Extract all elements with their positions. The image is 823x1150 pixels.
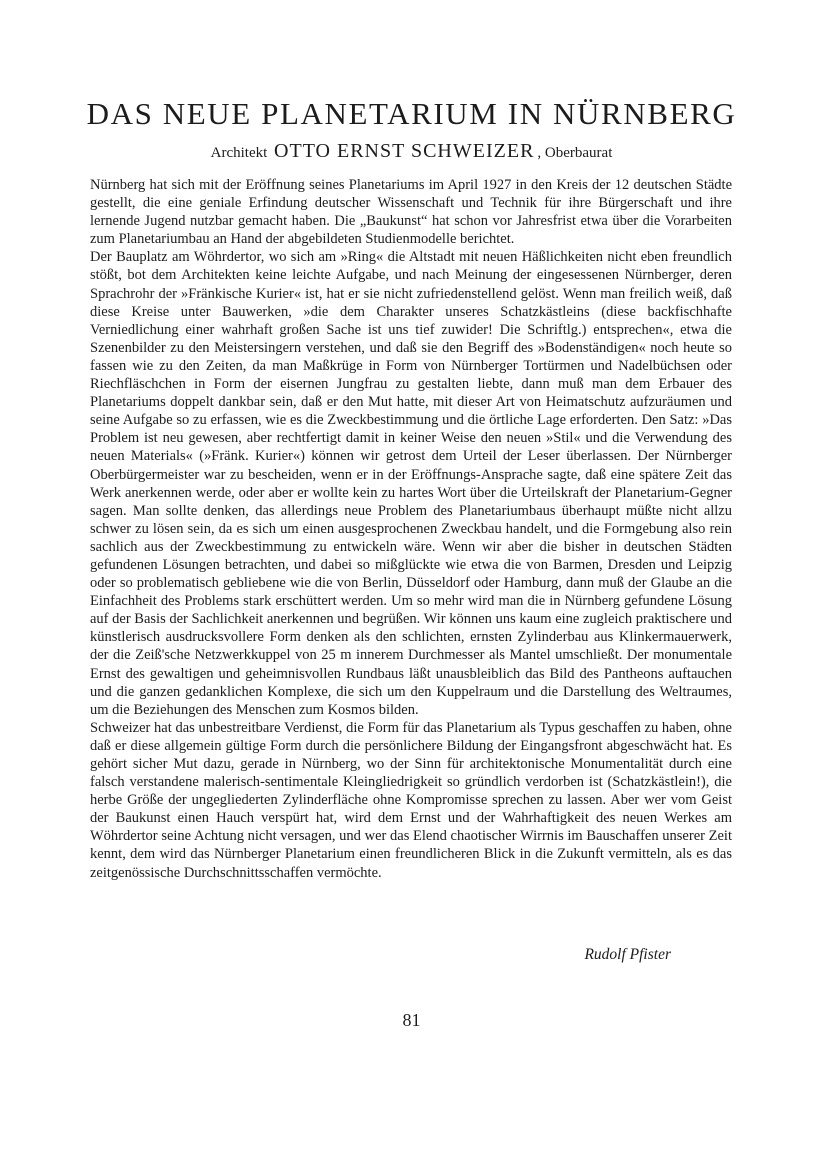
author-name: OTTO ERNST SCHWEIZER xyxy=(274,140,535,162)
paragraph: Nürnberg hat sich mit der Eröffnung seines Planetariums im April 1927 in den Kreis der 12 deutschen Städte gestellt, die eine geniale Erfindung deutscher Wissenschaft und Technik für ihre Bürgerschaft und ihre lernende Jugend nutzbar gemacht haben. Die „Baukunst“ hat schon vor Jahresfrist etwa über die Vorarbeiten zum Planetariumbau an Hand der abgebildeten Studienmodelle berichtet. xyxy=(90,177,732,248)
paragraph: Der Bauplatz am Wöhrdertor, wo sich am »Ring« die Altstadt mit neuen Häßlichkeiten nicht eben freundlich stößt, bot dem Architekten keine leichte Aufgabe, und nach Meinung der eingesessenen Nürnberger, deren Sprachrohr der »Fränkische Kurier« ist, hat er sie nicht zufriedenstellend gelöst. Wenn man freilich weiß, daß diese Kreise unter Bauwerken, »die dem Charakter unseres Schatzkästleins (diese backfischhafte Verniedlichung einer wahrhaft großen Sache ist uns tief zuwider! Die Schriftlg.) entsprechen«, etwa die Szenenbilder zu den Meistersingern verstehen, und daß sie den Begriff des »Bodenständigen« noch heute so fassen wie zu den Zeiten, da man Maßkrüge in Form von Nürnberger Tortürmen und Nadelbüchsen oder Riechfläschchen in Form der eisernen Jungfrau zu gestalten liebte, dann muß man dem Erbauer des Planetariums doppelt dankbar sein, daß er den Mut hatte, mit dieser Art von Heimatschutz aufzuräumen und seine Aufgabe so zu erfassen, wie es die Zweckbestimmung und die örtliche Lage erforderten. Den Satz: »Das Problem ist neu gewesen, aber rechtfertigt damit in keiner Weise den neuen »Stil« und die Verwendung des neuen Materials« (»Fränk. Kurier«) können wir getrost dem Urteil der Leser überlassen. Der Nürnberger Oberbürgermeister war zu bescheiden, wenn er in der Eröffnungs-Ansprache sagte, daß eine spätere Zeit das Werk anerkennen werde, oder aber er wollte kein zu hartes Wort über die Urteilskraft der Planetarium-Gegner sagen. Man sollte denken, das allerdings neue Problem des Planetariumbaus überhaupt müßte nicht allzu schwer zu lösen sein, da es sich um einen ausgesprochenen Zweckbau handelt, und die Formgebung also rein sachlich aus der Zweckbestimmung zu entwickeln wäre. Wenn wir aber die bisher in deutschen Städten gefundenen Lösungen betrachten, und dabei so mißglückte wie etwa die von Barmen, Dresden und Leipzig oder so problematisch gebliebene wie die von Berlin, Düsseldorf oder Hamburg, dann muß der Glaube an die Einfachheit des Problems stark erschüttert werden. Um so mehr wird man die in Nürnberg gefundene Lösung auf der Basis der Sachlichkeit anerkennen und begrüßen. Wir können uns kaum eine zugleich praktischere und künstlerisch ausdrucksvollere Form denken als den schlichten, ernsten Zylinderbau aus Klinkermauerwerk, der die Zeiß'sche Netzwerkkuppel von 25 m innerem Durchmesser als Mantel umschließt. Der monumentale Ernst des gewaltigen und geheimnisvollen Rundbaus läßt unausbleiblich das Bild des Pantheons auftauchen und die ganzen gedanklichen Komplexe, die sich um den Kuppelraum und die Darstellung des Weltraumes, um die Beziehungen des Menschen zum Kosmos bilden. xyxy=(90,249,732,718)
paragraph: Schweizer hat das unbestreitbare Verdienst, die Form für das Planetarium als Typus geschaffen zu haben, ohne daß er diese allgemein gültige Form durch die persönlichere Bildung der Eingangsfront abgeschwächt hat. Es gehört sicher Mut dazu, gerade in Nürnberg, wo der Sinn für architektonische Monumentalität durch eine falsch verstandene malerisch-sentimentale Kleingliedrigkeit so gründlich verdorben ist (Schatzkästlein!), die herbe Größe der ungegliederten Zylinderfläche ohne Kompromisse sprechen zu lassen. Aber wer vom Geist der Baukunst einen Hauch verspürt hat, wird dem Ernst und der Wahrhaftigkeit des neuen Werkes am Wöhrdertor seine Achtung nicht versagen, und wer das Elend chaotischer Wirrnis im Bauschaffen unserer Zeit kennt, dem wird das Nürnberger Planetarium einen freundlicheren Blick in die Zukunft vermitteln, als es das zeitgenössische Durchschnittsschaffen vermöchte. xyxy=(90,719,732,881)
article-title: DAS NEUE PLANETARIUM IN NÜRNBERG xyxy=(86,96,737,131)
page-number: 81 xyxy=(402,1010,421,1030)
article-body xyxy=(90,176,732,882)
byline xyxy=(0,140,823,163)
byline-suffix: , Oberbaurat xyxy=(537,145,613,161)
byline-prefix: Architekt xyxy=(210,145,268,161)
author-signature: Rudolf Pfister xyxy=(584,946,671,963)
